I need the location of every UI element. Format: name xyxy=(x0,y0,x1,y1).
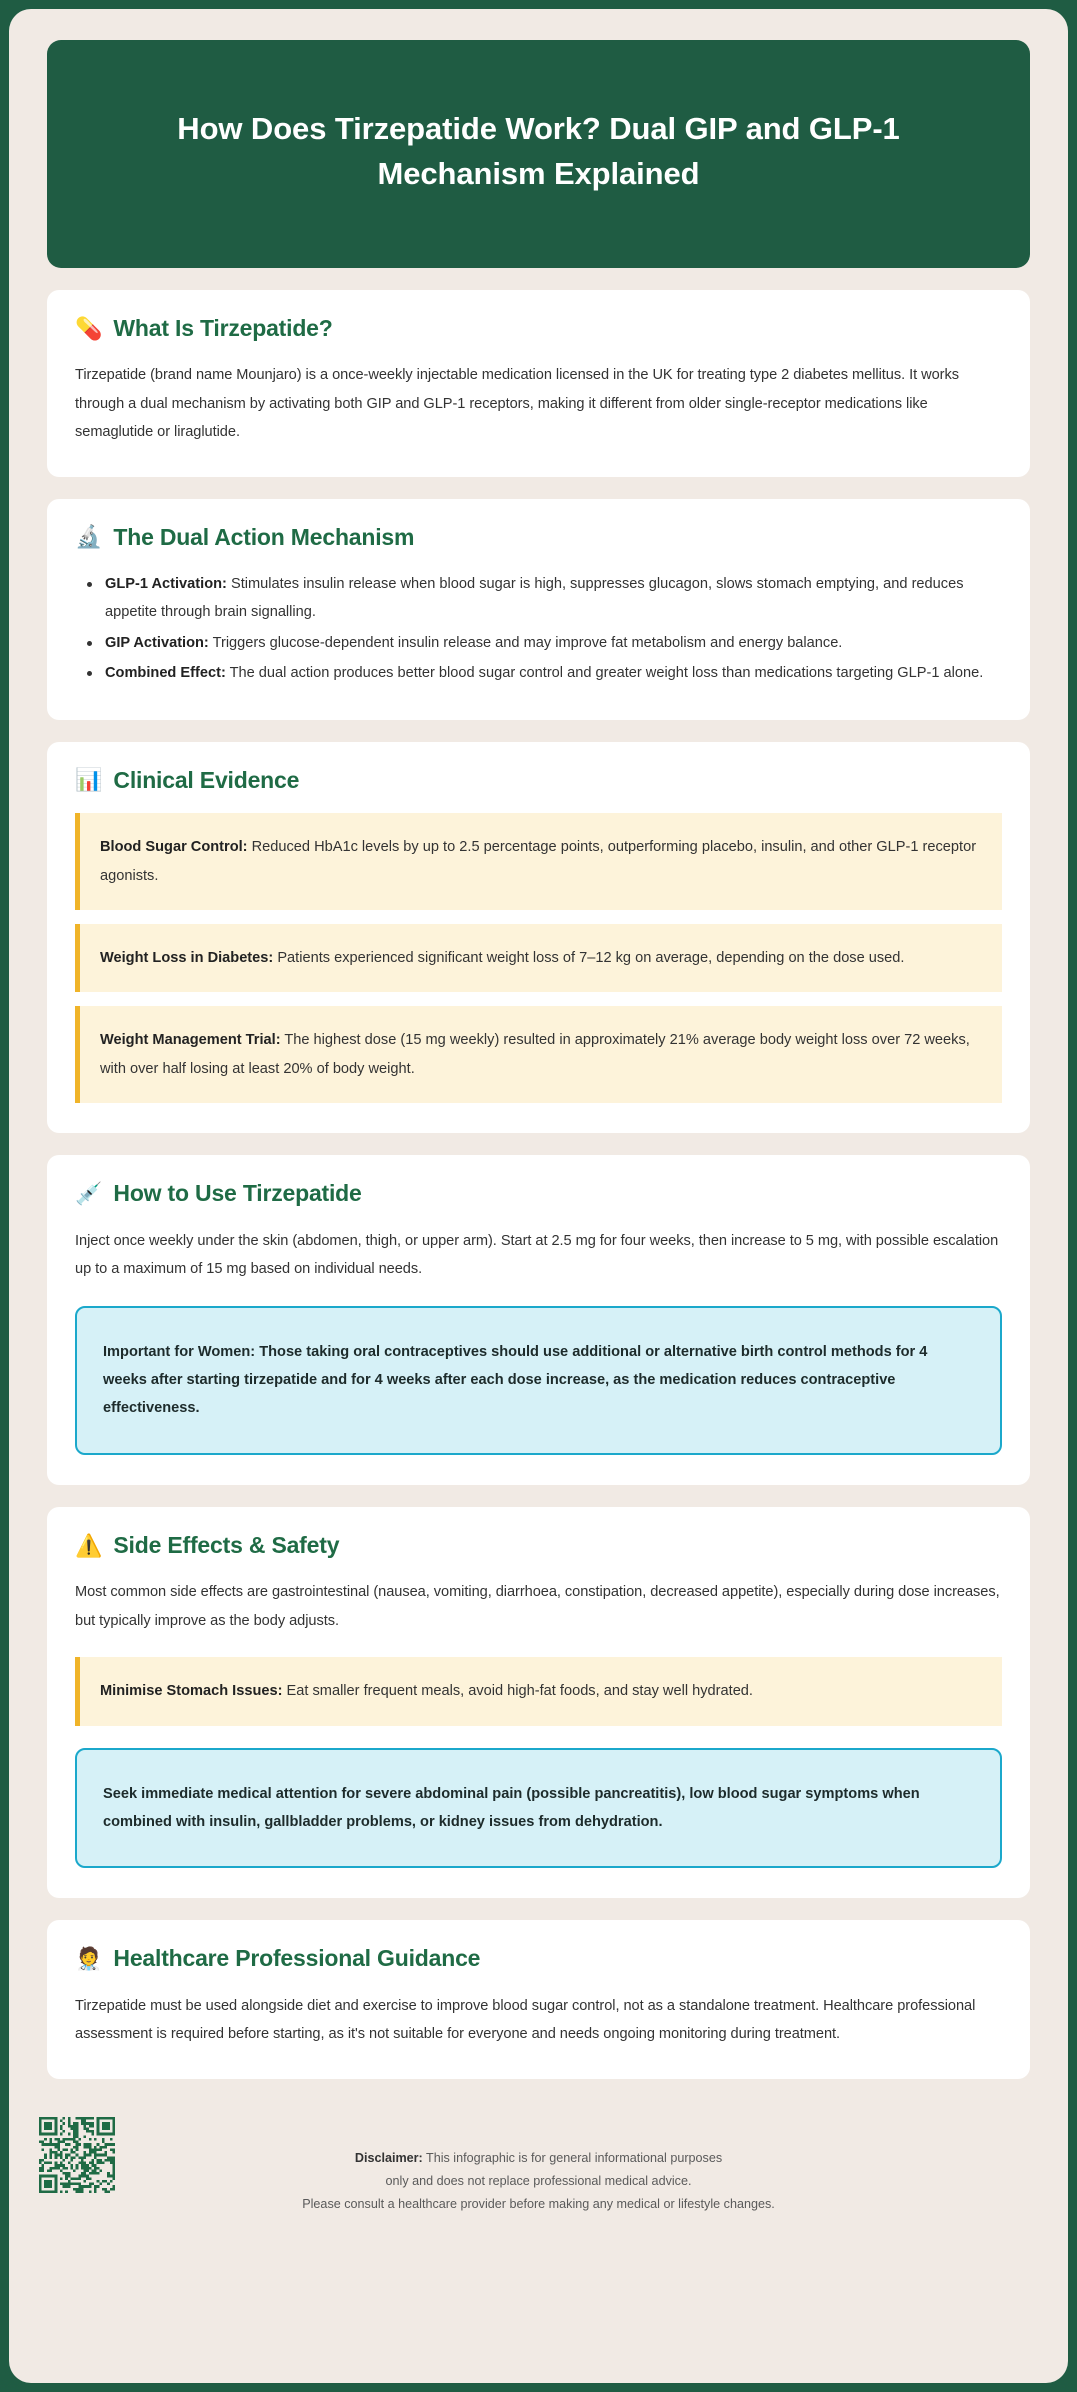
card-clinical-evidence xyxy=(47,742,1030,1134)
card-header xyxy=(75,316,1002,341)
disclaimer-text-1: This infographic is for general informational purposes xyxy=(422,2150,723,2165)
card-header xyxy=(75,525,1002,550)
card-side-effects-safety xyxy=(47,1507,1030,1899)
callout-lead: Minimise Stomach Issues: xyxy=(100,1683,283,1700)
callout-lead: Blood Sugar Control: xyxy=(100,839,248,856)
card-header xyxy=(75,1946,1002,1971)
section-title: The Dual Action Mechanism xyxy=(113,523,415,550)
evidence-callout xyxy=(75,924,1002,992)
callout-text: Patients experienced significant weight loss of 7–12 kg on average, depending on the dose used. xyxy=(273,949,905,966)
card-healthcare-professional-guidance xyxy=(47,1920,1030,2078)
disclaimer-line-2: only and does not replace professional medical advice. xyxy=(385,2173,692,2188)
header-banner xyxy=(47,40,1030,268)
card-how-to-use xyxy=(47,1155,1030,1485)
callout-lead: Weight Loss in Diabetes: xyxy=(100,949,274,966)
section-title: Side Effects & Safety xyxy=(113,1531,340,1558)
list-item-text: Stimulates insulin release when blood sugar is high, suppresses glucagon, slows stomach emptying, and reduces appetite through brain signalling. xyxy=(105,575,964,621)
qr-code[interactable] xyxy=(39,2117,115,2193)
card-header xyxy=(75,768,1002,793)
section-body: Most common side effects are gastrointestinal (nausea, vomiting, diarrhoea, constipation, decreased appetite), especially during dose increases, but typically improve as the body adjusts. xyxy=(75,1584,1000,1629)
list-item-lead: GLP-1 Activation: xyxy=(105,575,227,592)
evidence-callout xyxy=(75,1006,1002,1103)
microscope-icon: 🔬 xyxy=(75,524,103,550)
syringe-icon: 💉 xyxy=(75,1180,103,1206)
section-body: Tirzepatide must be used alongside diet and exercise to improve blood sugar control, not as a standalone treatment. Healthcare professional assessment is required before starting, as it's not suitable for everyone and needs ongoing monitoring during treatment. xyxy=(75,1997,976,2043)
list-item xyxy=(79,570,1002,627)
urgent-warning-note: Seek immediate medical attention for severe abdominal pain (possible pancreatitis), low blood sugar symptoms when combined with insulin, gallbladder problems, or kidney issues from dehydration. xyxy=(75,1748,1002,1869)
section-title: What Is Tirzepatide? xyxy=(113,315,333,341)
section-body: Inject once weekly under the skin (abdomen, thigh, or upper arm). Start at 2.5 mg for four weeks, then increase to 5 mg, with possible escalation up to a maximum of 15 mg based on individual needs. xyxy=(75,1232,999,1278)
callout-text: Reduced HbA1c levels by up to 2.5 percentage points, outperforming placebo, insulin, and other GLP-1 receptor agonists. xyxy=(100,839,977,884)
card-what-is-tirzepatide xyxy=(47,290,1030,477)
disclaimer xyxy=(47,2139,1030,2217)
disclaimer-label: Disclaimer: xyxy=(354,2150,423,2165)
list-item-text: The dual action produces better blood sugar control and greater weight loss than medications targeting GLP-1 alone. xyxy=(225,665,984,682)
callout-text: Eat smaller frequent meals, avoid high-fat foods, and stay well hydrated. xyxy=(282,1683,753,1700)
card-header xyxy=(75,1181,1002,1206)
list-item-text: Triggers glucose-dependent insulin release and may improve fat metabolism and energy balance. xyxy=(208,634,843,651)
list-item xyxy=(79,659,1002,687)
callout-text: The highest dose (15 mg weekly) resulted in approximately 21% average body weight loss over 72 weeks, with over half losing at least 20% of body weight. xyxy=(100,1032,970,1077)
section-title: How to Use Tirzepatide xyxy=(113,1180,362,1207)
stomach-tips-callout xyxy=(75,1657,1002,1725)
list-item xyxy=(79,629,1002,657)
page-inner xyxy=(9,9,1068,2383)
health-worker-icon: 🧑‍⚕️ xyxy=(75,1946,103,1972)
evidence-callout xyxy=(75,813,1002,910)
section-title: Clinical Evidence xyxy=(113,766,300,793)
warning-icon: ⚠️ xyxy=(75,1532,103,1558)
callout-lead: Weight Management Trial: xyxy=(100,1032,281,1049)
pill-icon: 💊 xyxy=(75,315,103,341)
mechanism-list xyxy=(75,570,1002,688)
section-body: Tirzepatide (brand name Mounjaro) is a once-weekly injectable medication licensed in the UK for treating type 2 diabetes mellitus. It works through a dual mechanism by activating both GIP and GLP-1 receptors, making it different from older single-receptor medications like semaglutide or liraglutide. xyxy=(75,367,959,441)
bar-chart-icon: 📊 xyxy=(75,767,103,793)
footer xyxy=(47,2105,1030,2383)
card-dual-action-mechanism xyxy=(47,499,1030,720)
card-header xyxy=(75,1533,1002,1558)
page-title: How Does Tirzepatide Work? Dual GIP and GLP-1 Mechanism Explained xyxy=(177,111,900,191)
important-note-women: Important for Women: Those taking oral contraceptives should use additional or alternative birth control methods for 4 weeks after starting tirzepatide and for 4 weeks after each dose increase, as the medication reduces contraceptive effectiveness. xyxy=(75,1306,1002,1455)
disclaimer-line-1 xyxy=(197,2147,880,2170)
disclaimer-line-3: Please consult a healthcare provider before making any medical or lifestyle changes. xyxy=(302,2197,775,2212)
list-item-lead: Combined Effect: xyxy=(105,665,226,682)
list-item-lead: GIP Activation: xyxy=(105,634,209,651)
section-title: Healthcare Professional Guidance xyxy=(113,1945,481,1972)
